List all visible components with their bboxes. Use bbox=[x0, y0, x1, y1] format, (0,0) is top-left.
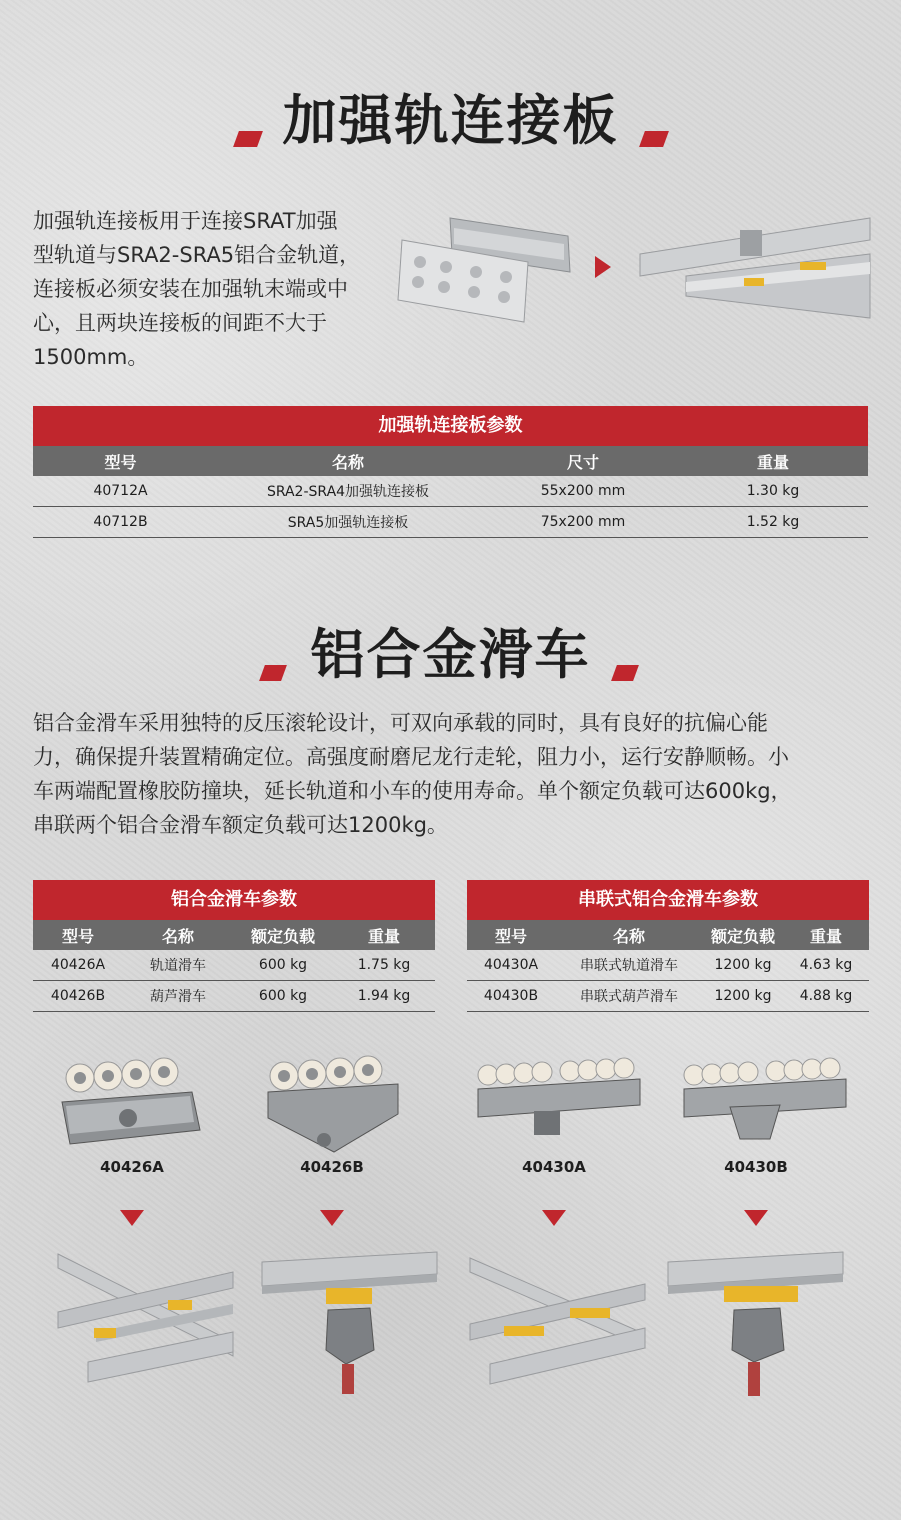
connecting-plate-table bbox=[33, 406, 868, 538]
desc-line: 串联两个铝合金滑车额定负载可达1200kg。 bbox=[33, 813, 448, 837]
table-header-row bbox=[33, 446, 868, 476]
application-40426B-image bbox=[262, 1252, 437, 1402]
application-40430A-image bbox=[470, 1252, 645, 1392]
section1-description bbox=[33, 204, 393, 374]
desc-line: 车两端配置橡胶防撞块，延长轨道和小车的使用寿命。单个额定负载可达600kg， bbox=[33, 779, 792, 803]
cell: SRA2-SRA4加强轨连接板 bbox=[266, 484, 430, 500]
table-row bbox=[467, 950, 869, 981]
table-caption: 铝合金滑车参数 bbox=[33, 880, 435, 920]
col-header: 额定负载 bbox=[710, 926, 775, 946]
table-row bbox=[467, 981, 869, 1012]
desc-line: 心，且两块连接板的间距不大于 bbox=[33, 311, 327, 335]
col-header: 型号 bbox=[104, 452, 137, 472]
table-caption: 串联式铝合金滑车参数 bbox=[467, 880, 869, 920]
desc-line: 型轨道与SRA2-SRA5铝合金轨道， bbox=[33, 243, 361, 267]
cell: 40712B bbox=[93, 514, 148, 530]
table-row bbox=[33, 981, 435, 1012]
section1-heading bbox=[0, 78, 901, 155]
cell: 75x200 mm bbox=[540, 514, 626, 530]
cell: 1200 kg bbox=[714, 957, 772, 973]
arrow-down-icon bbox=[744, 1210, 768, 1226]
arrow-right-icon bbox=[595, 256, 611, 278]
connecting-plate-image bbox=[398, 210, 573, 325]
table-header-row bbox=[33, 920, 435, 950]
desc-line: 加强轨连接板用于连接SRAT加强 bbox=[33, 209, 338, 233]
desc-line: 1500mm。 bbox=[33, 345, 149, 369]
table-header-row bbox=[467, 920, 869, 950]
product-label-40430B: 40430B bbox=[724, 1158, 788, 1176]
cell: 600 kg bbox=[258, 988, 308, 1004]
application-40430B-image bbox=[668, 1252, 843, 1402]
cell: 轨道滑车 bbox=[150, 958, 206, 974]
cell: 串联式轨道滑车 bbox=[580, 958, 678, 974]
cell: 40712A bbox=[93, 483, 148, 499]
col-header: 重量 bbox=[756, 452, 789, 472]
desc-line: 连接板必须安装在加强轨末端或中 bbox=[33, 277, 348, 301]
col-header: 名称 bbox=[331, 452, 364, 472]
cell: 4.63 kg bbox=[799, 957, 853, 973]
cell: 600 kg bbox=[258, 957, 308, 973]
cell: 40430A bbox=[483, 957, 539, 973]
cell: 55x200 mm bbox=[540, 483, 626, 499]
application-40426A-image bbox=[58, 1252, 233, 1392]
section2-title: 铝合金滑车 bbox=[310, 623, 591, 686]
table-row bbox=[33, 476, 868, 507]
cell: 1.94 kg bbox=[357, 988, 411, 1004]
table-row bbox=[33, 507, 868, 538]
trolley-40426A-image bbox=[62, 1052, 202, 1148]
desc-line: 铝合金滑车采用独特的反压滚轮设计，可双向承载的同时，具有良好的抗偏心能 bbox=[33, 711, 768, 735]
tandem-trolley-table bbox=[467, 880, 869, 1012]
reinforced-rail-image bbox=[640, 210, 870, 322]
trolley-40430B-image bbox=[680, 1055, 850, 1145]
cell: 葫芦滑车 bbox=[150, 989, 206, 1005]
col-header: 额定负载 bbox=[250, 926, 315, 946]
cell: 40426A bbox=[50, 957, 106, 973]
cell: 1200 kg bbox=[714, 988, 772, 1004]
col-header: 重量 bbox=[809, 926, 842, 946]
col-header: 型号 bbox=[61, 926, 94, 946]
arrow-down-icon bbox=[120, 1210, 144, 1226]
arrow-down-icon bbox=[320, 1210, 344, 1226]
col-header: 重量 bbox=[367, 926, 400, 946]
product-label-40426A: 40426A bbox=[100, 1158, 164, 1176]
section2-heading bbox=[0, 612, 901, 689]
desc-line: 力，确保提升装置精确定位。高强度耐磨尼龙行走轮，阻力小，运行安静顺畅。小 bbox=[33, 745, 789, 769]
cell: 40430B bbox=[483, 988, 539, 1004]
trolley-40430A-image bbox=[474, 1055, 644, 1145]
cell: 1.52 kg bbox=[746, 514, 800, 530]
table-caption: 加强轨连接板参数 bbox=[33, 406, 868, 446]
col-header: 尺寸 bbox=[566, 452, 599, 472]
section2-description bbox=[33, 706, 878, 842]
cell: 1.75 kg bbox=[357, 957, 411, 973]
product-label-40430A: 40430A bbox=[522, 1158, 586, 1176]
arrow-down-icon bbox=[542, 1210, 566, 1226]
cell: 4.88 kg bbox=[799, 988, 853, 1004]
trolley-40426B-image bbox=[264, 1052, 404, 1152]
product-label-40426B: 40426B bbox=[300, 1158, 364, 1176]
col-header: 名称 bbox=[161, 926, 194, 946]
cell: 1.30 kg bbox=[746, 483, 800, 499]
col-header: 名称 bbox=[612, 926, 645, 946]
cell: SRA5加强轨连接板 bbox=[287, 515, 409, 531]
col-header: 型号 bbox=[494, 926, 527, 946]
table-row bbox=[33, 950, 435, 981]
trolley-table bbox=[33, 880, 435, 1012]
cell: 40426B bbox=[50, 988, 106, 1004]
cell: 串联式葫芦滑车 bbox=[580, 989, 678, 1005]
section1-title: 加强轨连接板 bbox=[282, 89, 619, 152]
